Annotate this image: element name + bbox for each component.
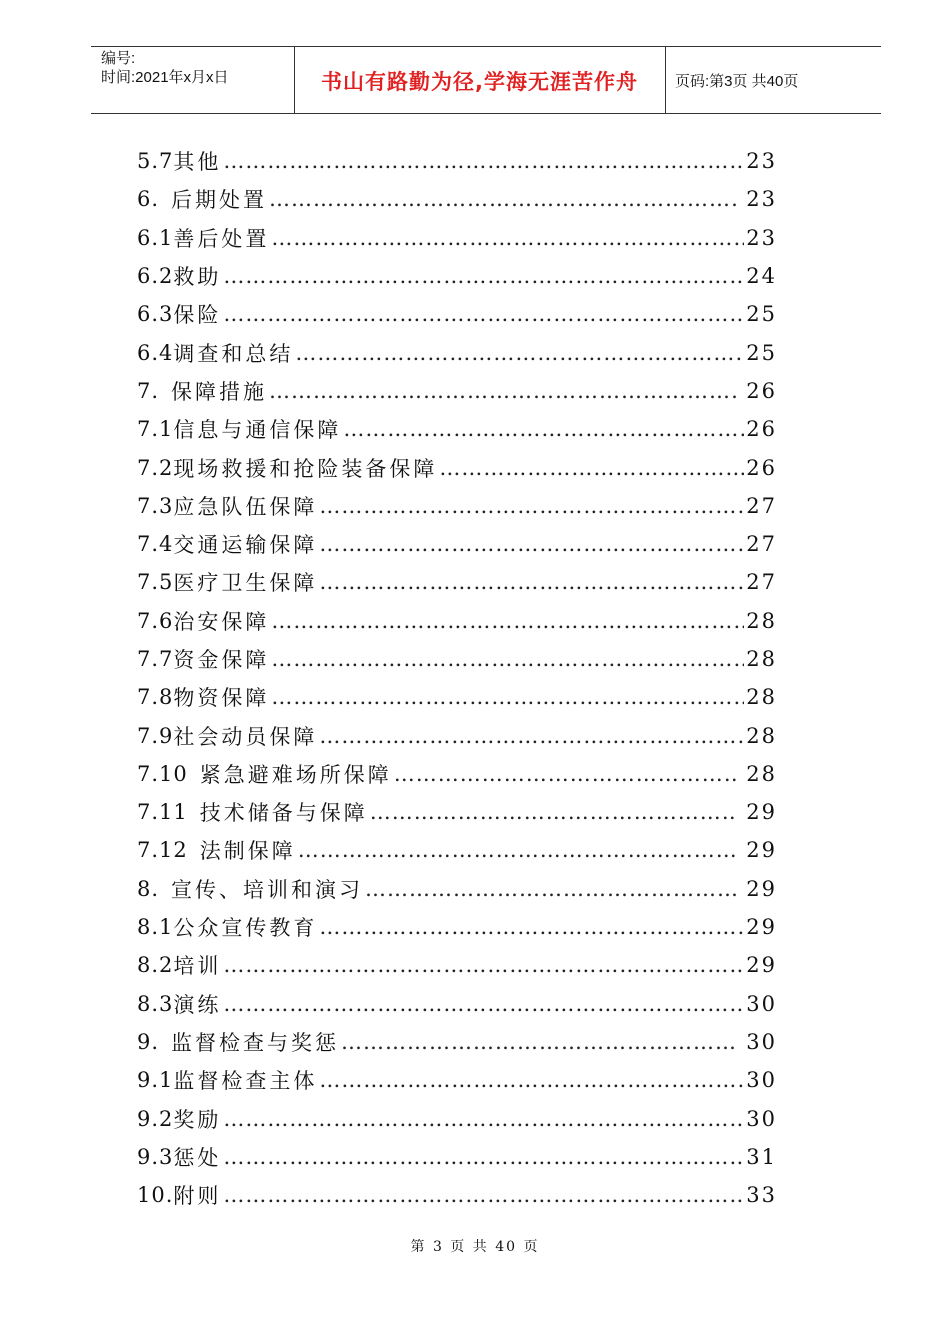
toc-leader-dots [269, 379, 736, 403]
toc-leader-dots [223, 953, 744, 977]
toc-entry[interactable] [137, 1061, 777, 1099]
toc-entry-number: 7. [137, 378, 160, 403]
toc-leader-dots [223, 1183, 744, 1207]
toc-entry-title: 资金保障 [173, 648, 270, 672]
toc-entry-number: 9.1 [137, 1068, 174, 1093]
toc-entry-page: 28 [746, 685, 777, 710]
toc-entry-page: 29 [746, 953, 777, 978]
toc-leader-dots [341, 1030, 736, 1054]
toc-entry-page: 24 [746, 264, 777, 289]
toc-entry-title: 演练 [173, 992, 222, 1017]
toc-leader-dots [269, 187, 736, 211]
toc-entry-title: 物资保障 [173, 686, 270, 711]
toc-leader-dots [223, 992, 744, 1016]
toc-entry-title: 监督检查主体 [173, 1069, 318, 1094]
toc-entry-title: 其他 [173, 150, 222, 175]
toc-entry-number: 7.3 [137, 493, 174, 518]
toc-entry[interactable] [137, 908, 777, 946]
toc-entry-page: 30 [746, 1068, 777, 1093]
toc-entry-page: 28 [746, 647, 777, 671]
toc-entry-number: 6.4 [137, 340, 174, 365]
toc-entry-number: 9.3 [137, 1144, 174, 1169]
toc-entry-title: 法制保障 [199, 839, 296, 864]
toc-entry-page: 27 [746, 570, 777, 595]
toc-entry-number: 7.1 [137, 417, 174, 442]
toc-leader-dots [271, 685, 744, 709]
page-footer: 第 3 页 共 40 页 [410, 1239, 540, 1255]
toc-leader-dots [223, 149, 744, 173]
toc-entry-title: 附则 [173, 1184, 222, 1209]
toc-entry-title: 救助 [173, 265, 222, 290]
toc-entry[interactable] [137, 985, 777, 1023]
toc-entry[interactable] [137, 755, 777, 793]
toc-entry-number: 7.8 [137, 685, 174, 710]
toc-entry[interactable] [137, 295, 777, 333]
toc-entry-page: 29 [746, 876, 777, 901]
toc-entry[interactable] [137, 716, 777, 754]
toc-leader-dots [319, 532, 744, 556]
toc-entry-title: 现场救援和抢险装备保障 [173, 456, 438, 481]
toc-leader-dots [439, 456, 744, 480]
toc-leader-dots [319, 915, 744, 939]
toc-entry-title: 后期处置 [171, 188, 268, 213]
document-number-label: 编号: [101, 50, 136, 67]
toc-entry[interactable] [137, 333, 777, 371]
toc-entry-page: 25 [746, 340, 777, 365]
toc-entry-title: 调查和总结 [173, 341, 294, 366]
toc-entry-page: 31 [746, 1144, 777, 1169]
toc-entry-page: 23 [746, 187, 777, 212]
toc-leader-dots [271, 226, 744, 250]
toc-entry-title: 信息与通信保障 [173, 418, 342, 443]
toc-entry[interactable] [137, 563, 777, 601]
toc-entry[interactable] [137, 831, 777, 869]
toc-entry-number: 8.1 [137, 915, 174, 940]
toc-entry[interactable] [137, 1138, 777, 1176]
toc-leader-dots [223, 264, 744, 288]
document-time: 时间:2021年x月x日 [101, 69, 229, 86]
toc-entry-title: 治安保障 [173, 609, 270, 634]
toc-entry-page: 25 [746, 302, 777, 327]
toc-entry-number: 6.1 [137, 225, 174, 250]
toc-entry-number: 7.7 [137, 647, 174, 671]
toc-entry-title: 培训 [173, 954, 222, 979]
toc-leader-dots [223, 1145, 744, 1169]
toc-entry-page: 30 [746, 1029, 777, 1054]
toc-entry-title: 保障措施 [171, 379, 268, 404]
toc-entry-number: 5.7 [137, 149, 174, 174]
header-page-info: 页码:第3页 共40页 [675, 73, 799, 90]
toc-entry[interactable] [137, 410, 777, 448]
toc-entry-number: 8.3 [137, 991, 174, 1016]
toc-leader-dots [298, 838, 737, 862]
toc-entry[interactable] [137, 525, 777, 563]
toc-entry-title: 公众宣传教育 [173, 916, 318, 941]
toc-entry-number: 7.5 [137, 570, 174, 595]
toc-entry-number: 6. [137, 187, 160, 212]
toc-entry[interactable] [137, 602, 777, 640]
toc-entry[interactable] [137, 678, 777, 716]
toc-leader-dots [271, 609, 744, 633]
toc-entry-title: 医疗卫生保障 [173, 571, 318, 596]
toc-entry-number: 8. [137, 876, 160, 901]
toc-entry-title: 技术储备与保障 [199, 801, 368, 826]
toc-entry-title: 保险 [173, 303, 222, 328]
header-motto: 书山有路勤为径,学海无涯苦作舟 [321, 69, 638, 94]
toc-entry-number: 9. [137, 1029, 160, 1054]
toc-entry-title: 应急队伍保障 [173, 494, 318, 519]
toc-entry[interactable] [137, 142, 777, 180]
toc-entry-title: 奖励 [173, 1107, 222, 1132]
toc-entry[interactable] [137, 372, 777, 410]
toc-leader-dots [223, 302, 744, 326]
toc-entry-page: 27 [746, 532, 777, 557]
toc-entry-page: 26 [746, 455, 777, 480]
toc-entry[interactable] [137, 1023, 777, 1061]
toc-entry-page: 29 [746, 800, 777, 825]
table-of-contents [137, 142, 777, 1214]
toc-entry-title: 监督检查与奖惩 [171, 1030, 340, 1055]
toc-entry-title: 惩处 [173, 1145, 222, 1170]
toc-entry-page: 30 [746, 1106, 777, 1131]
toc-leader-dots [370, 800, 737, 824]
toc-leader-dots [271, 647, 744, 671]
toc-entry-page: 26 [746, 378, 777, 403]
toc-entry-number: 9.2 [137, 1106, 174, 1131]
toc-entry-title: 善后处置 [173, 226, 270, 251]
toc-leader-dots [319, 494, 744, 518]
toc-entry-number: 7.6 [137, 608, 174, 633]
toc-leader-dots [394, 762, 737, 786]
toc-entry-page: 30 [746, 991, 777, 1016]
toc-entry-page: 23 [746, 149, 777, 174]
toc-entry[interactable] [137, 1176, 777, 1214]
toc-entry-number: 7.12 [137, 838, 188, 863]
toc-leader-dots [223, 1107, 744, 1131]
toc-entry-page: 27 [746, 493, 777, 518]
toc-leader-dots [295, 341, 744, 365]
toc-entry-title: 社会动员保障 [173, 724, 318, 749]
toc-leader-dots [319, 570, 744, 594]
toc-entry[interactable] [137, 219, 777, 257]
toc-entry-number: 7.10 [137, 761, 188, 786]
header-bottom-rule [91, 113, 881, 114]
toc-entry-page: 29 [746, 838, 777, 863]
toc-leader-dots [319, 1068, 744, 1092]
toc-entry-page: 33 [746, 1183, 777, 1208]
toc-entry-page: 28 [746, 723, 777, 748]
toc-entry-number: 7.4 [137, 532, 174, 557]
toc-entry-page: 28 [746, 761, 777, 786]
toc-entry[interactable] [137, 793, 777, 831]
header-meta [91, 46, 294, 113]
toc-entry[interactable] [137, 180, 777, 218]
toc-entry[interactable] [137, 487, 777, 525]
toc-entry-number: 6.3 [137, 302, 174, 327]
toc-entry-number: 10. [137, 1183, 174, 1208]
toc-entry-page: 29 [746, 915, 777, 940]
toc-entry-title: 紧急避难场所保障 [199, 762, 392, 787]
toc-entry-number: 7.11 [137, 800, 188, 825]
toc-entry[interactable] [137, 946, 777, 984]
toc-leader-dots [365, 877, 736, 901]
toc-entry-title: 交通运输保障 [173, 533, 318, 558]
toc-entry[interactable] [137, 257, 777, 295]
toc-entry-number: 8.2 [137, 953, 174, 978]
toc-entry[interactable] [137, 870, 777, 908]
toc-entry-page: 23 [746, 225, 777, 250]
toc-entry-number: 6.2 [137, 264, 174, 289]
toc-entry-page: 26 [746, 417, 777, 442]
toc-entry[interactable] [137, 1099, 777, 1137]
toc-entry-number: 7.2 [137, 455, 174, 480]
toc-leader-dots [319, 724, 744, 748]
page-header [91, 46, 881, 113]
toc-entry-number: 7.9 [137, 723, 174, 748]
toc-entry[interactable] [137, 448, 777, 486]
toc-leader-dots [343, 417, 744, 441]
toc-entry-title: 宣传、培训和演习 [171, 877, 364, 902]
toc-entry-page: 28 [746, 608, 777, 633]
toc-entry[interactable] [137, 640, 777, 678]
